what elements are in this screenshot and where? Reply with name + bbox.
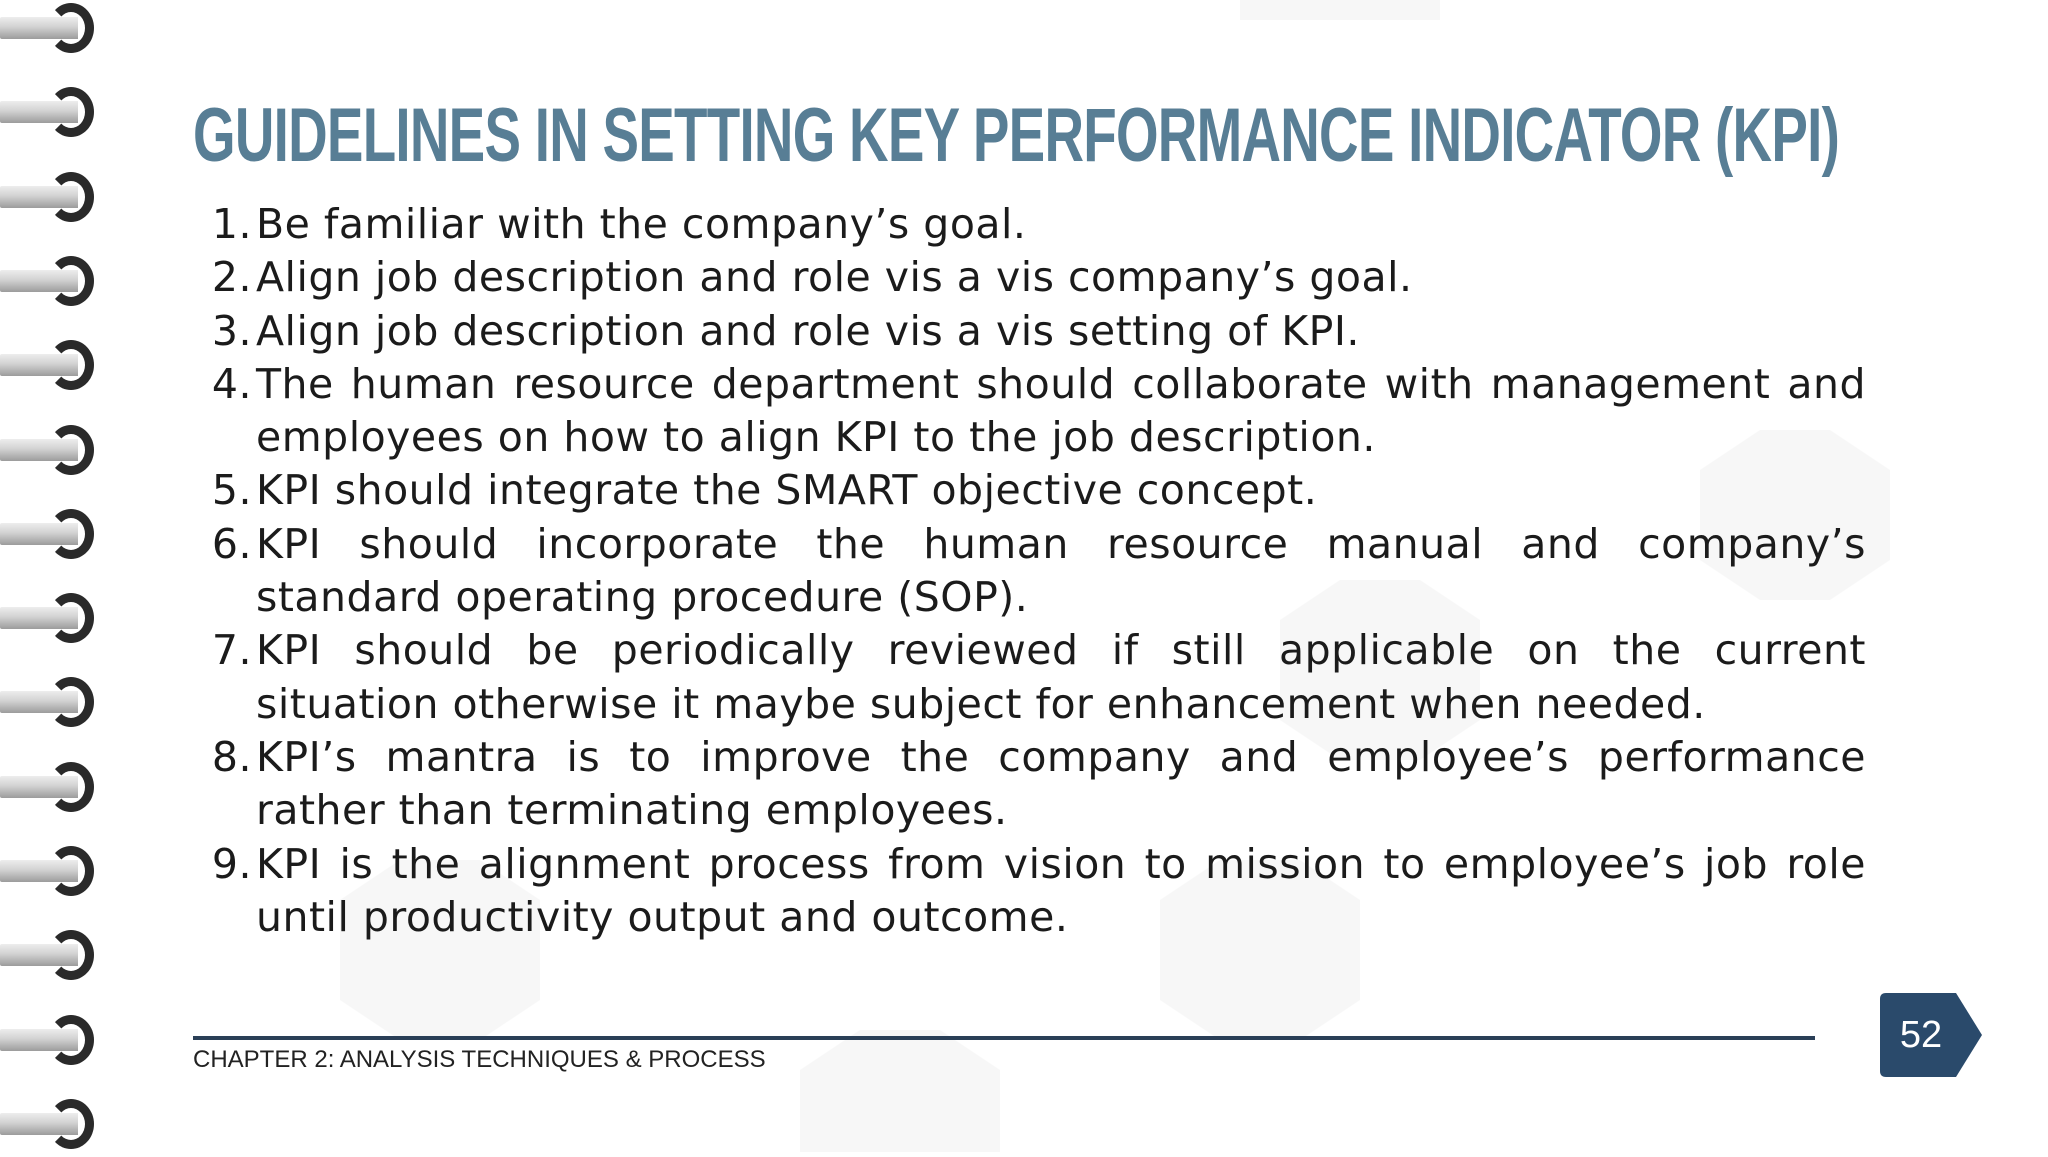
binding-ring — [48, 509, 94, 559]
binding-coil — [0, 760, 110, 820]
guideline-text: Align job description and role vis a vis setting of KPI. — [256, 306, 1360, 355]
guideline-number: 9. — [211, 839, 252, 888]
guideline-item — [208, 251, 1866, 304]
binding-coil — [0, 928, 110, 988]
binding-ring — [48, 762, 94, 812]
guideline-number: 5. — [211, 466, 252, 515]
binding-ring — [48, 1099, 94, 1149]
guideline-text: Be familiar with the company’s goal. — [256, 200, 1027, 248]
binding-coil — [0, 423, 110, 483]
guideline-number: 7. — [211, 626, 252, 675]
guideline-item — [208, 198, 1866, 251]
binding-ring — [48, 3, 94, 53]
guideline-item — [208, 358, 1866, 465]
footer-divider — [193, 1036, 1815, 1040]
binding-coil — [0, 1013, 110, 1073]
binding-coil — [0, 844, 110, 904]
guideline-text: KPI should be periodically reviewed if still applicable on the current situation otherwise it maybe subject for enhancement when needed. — [256, 626, 1866, 728]
guideline-number: 8. — [211, 732, 252, 781]
binding-ring — [48, 256, 94, 306]
binding-coil — [0, 1097, 110, 1157]
guideline-item — [208, 518, 1866, 625]
binding-coil — [0, 85, 110, 145]
binding-coil — [0, 254, 110, 314]
guideline-number: 6. — [211, 519, 252, 568]
binding-ring — [48, 930, 94, 980]
binding-ring — [48, 425, 94, 475]
guideline-number: 4. — [211, 359, 252, 408]
guideline-text: Align job description and role vis a vis company’s goal. — [256, 253, 1413, 302]
binding-ring — [48, 87, 94, 137]
binding-coil — [0, 338, 110, 398]
page-number-badge — [1880, 993, 1982, 1077]
guideline-text: KPI is the alignment process from vision to mission to employee’s job role until productivity output and outcome. — [256, 839, 1866, 941]
guideline-item — [208, 624, 1866, 731]
guideline-text: KPI should integrate the SMART objective concept. — [256, 466, 1318, 515]
guideline-item — [208, 305, 1866, 358]
binding-ring — [48, 677, 94, 727]
binding-coil — [0, 591, 110, 651]
binding-coil — [0, 170, 110, 230]
guideline-item — [208, 838, 1866, 945]
guideline-item — [208, 731, 1866, 838]
binding-ring — [48, 172, 94, 222]
binding-ring — [48, 1015, 94, 1065]
guideline-text: The human resource department should collaborate with management and employees on how to align KPI to the job description. — [256, 359, 1866, 462]
spiral-binding — [0, 0, 110, 1152]
guideline-number: 3. — [211, 306, 252, 355]
guideline-text: KPI should incorporate the human resource manual and company’s standard operating procedure (SOP). — [256, 519, 1866, 622]
page-title: GUIDELINES IN SETTING KEY PERFORMANCE INDICATOR (KPI) — [193, 93, 1840, 178]
binding-ring — [48, 340, 94, 390]
guideline-number: 1. — [211, 200, 252, 248]
binding-ring — [48, 846, 94, 896]
binding-coil — [0, 507, 110, 567]
guideline-text: KPI’s mantra is to improve the company and employee’s performance rather than terminating employees. — [256, 732, 1866, 835]
guideline-number: 2. — [211, 253, 252, 302]
guideline-list — [208, 198, 1866, 944]
guideline-item — [208, 464, 1866, 517]
page-number: 52 — [1899, 1014, 1943, 1056]
binding-coil — [0, 1, 110, 61]
binding-coil — [0, 675, 110, 735]
binding-ring — [48, 593, 94, 643]
chapter-label: CHAPTER 2: ANALYSIS TECHNIQUES & PROCESS — [193, 1046, 766, 1073]
